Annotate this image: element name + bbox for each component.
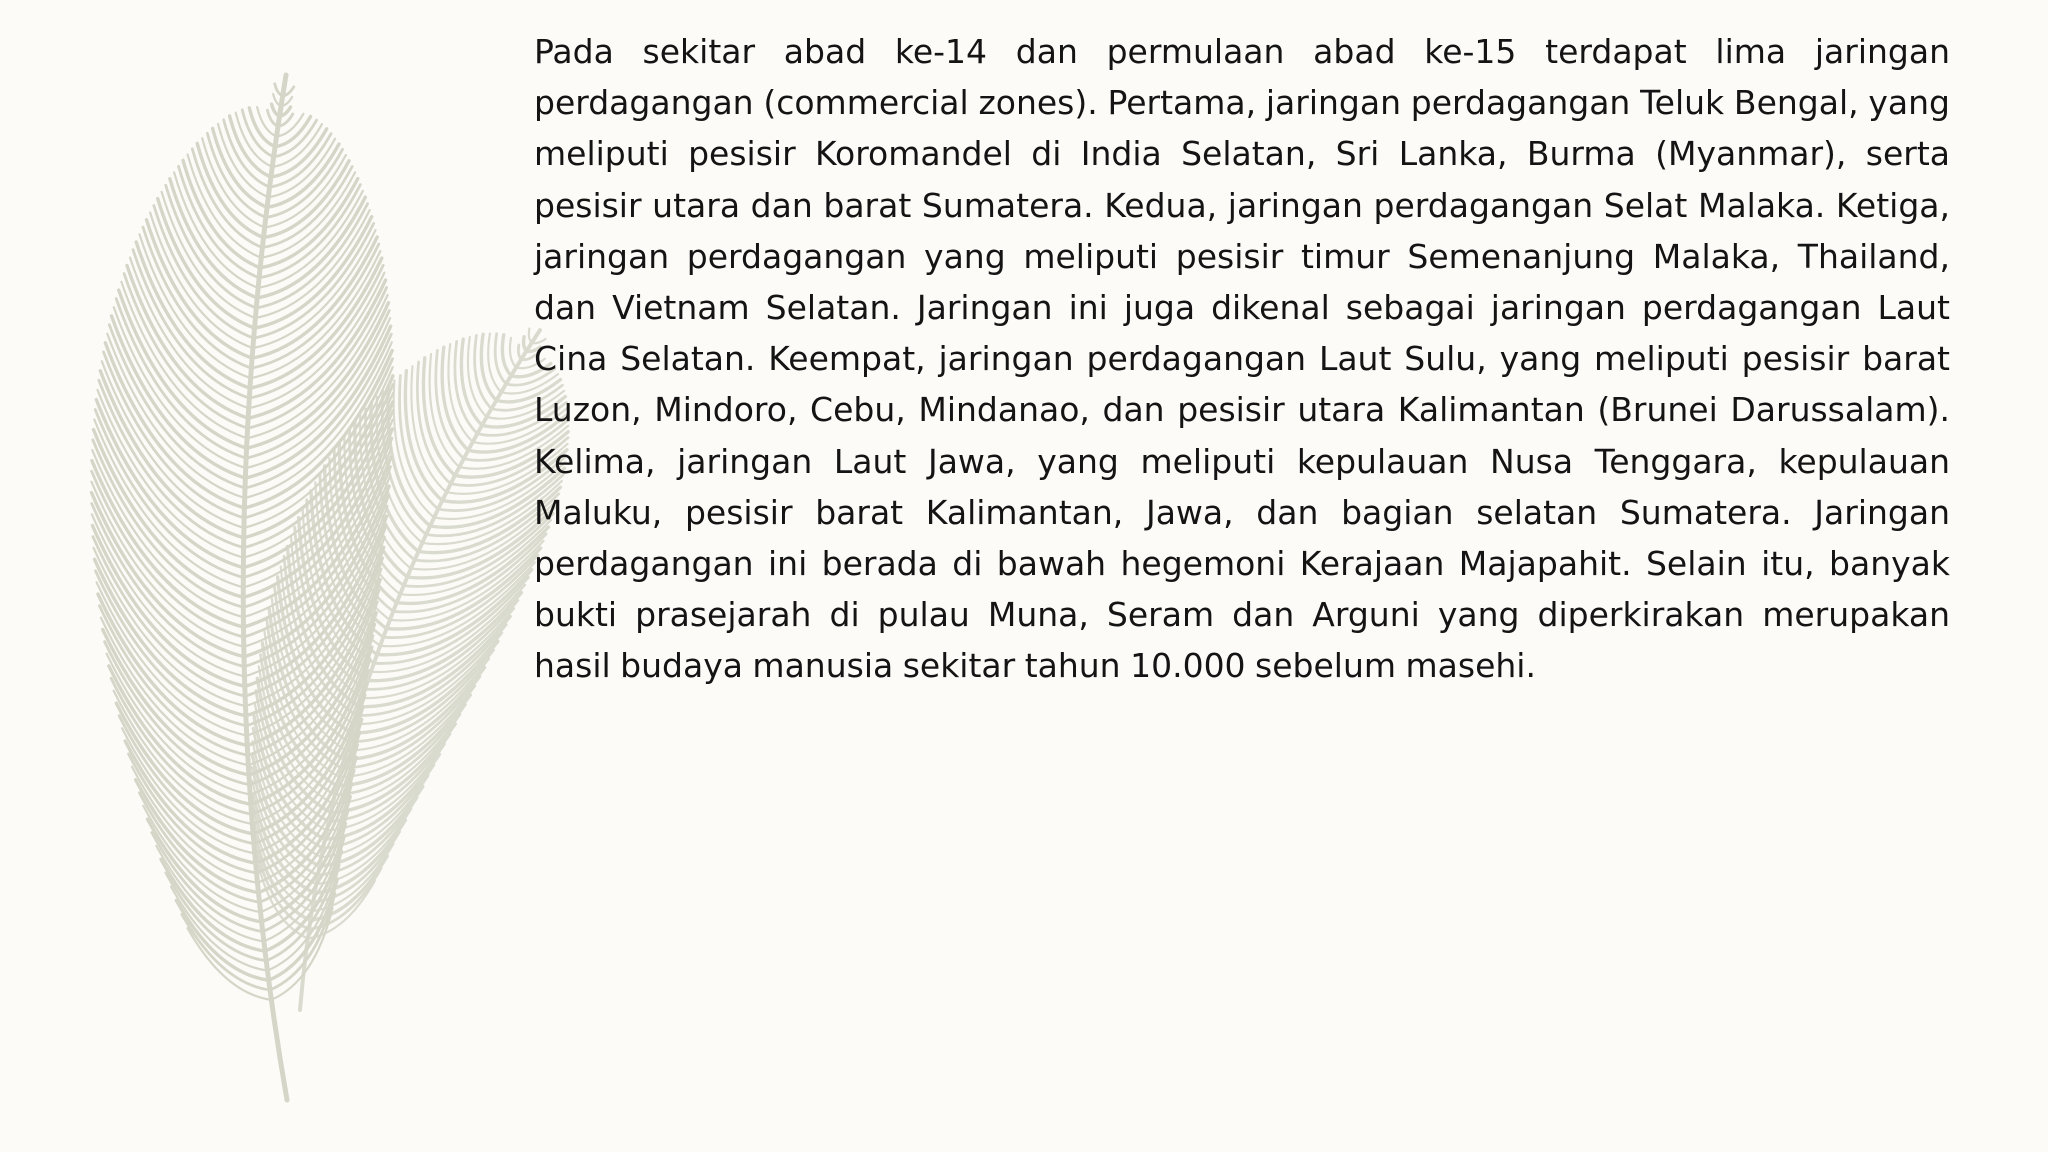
feather-front-icon (92, 75, 394, 1100)
body-paragraph: Pada sekitar abad ke-14 dan permulaan abad ke-15 terdapat lima jaringan perdagangan (commercial zones). Pertama, jaringan perdagangan Teluk Bengal, yang meliputi pesisir Koromandel di India Selatan, Sri Lanka, Burma (Myanmar), serta pesisir utara dan barat Sumatera. Kedua, jaringan perdagangan Selat Malaka. Ketiga, jaringan perdagangan yang meliputi pesisir timur Semenanjung Malaka, Thailand, dan Vietnam Selatan. Jaringan ini juga dikenal sebagai jaringan perdagangan Laut Cina Selatan. Keempat, jaringan perdagangan Laut Sulu, yang meliputi pesisir barat Luzon, Mindoro, Cebu, Mindanao, dan pesisir utara Kalimantan (Brunei Darussalam). Kelima, jaringan Laut Jawa, yang meliputi kepulauan Nusa Tenggara, kepulauan Maluku, pesisir barat Kalimantan, Jawa, dan bagian selatan Sumatera. Jaringan perdagangan ini berada di bawah hegemoni Kerajaan Majapahit. Selain itu, banyak bukti prasejarah di pulau Muna, Seram dan Arguni yang diperkirakan merupakan hasil budaya manusia sekitar tahun 10.000 sebelum masehi. (534, 32, 1950, 686)
